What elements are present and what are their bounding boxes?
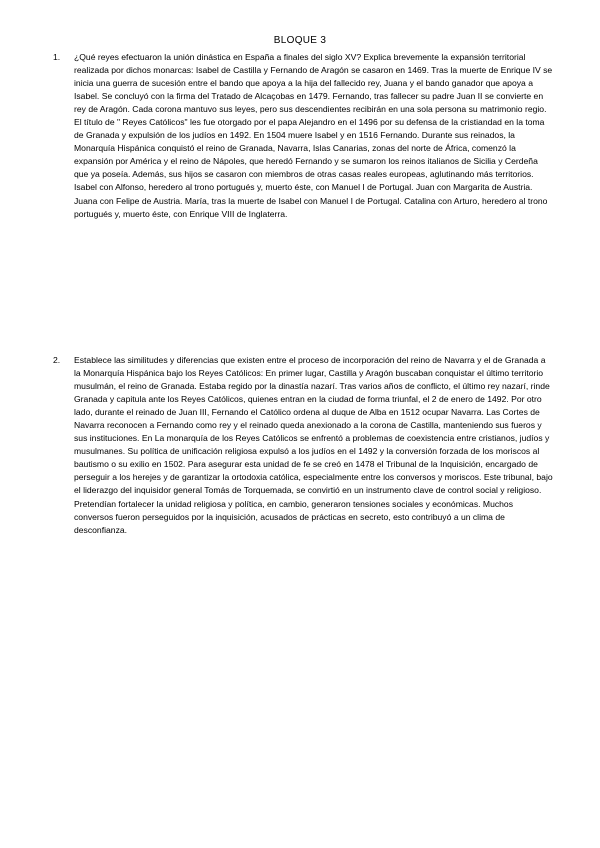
question-body: [74, 51, 553, 221]
question-prompt: Establece las similitudes y diferencias que existen entre el proceso de incorporación del reino de Navarra y el de Granada a la Monarquía Hispánica bajo los Reyes Católicos:: [74, 355, 546, 379]
question-2: [53, 354, 553, 537]
document-title: BLOQUE 3: [273, 35, 327, 46]
question-number: 2.: [53, 355, 61, 365]
question-number: 1.: [53, 52, 61, 62]
question-prompt: ¿Qué reyes efectuaron la unión dinástica en España a finales del siglo XV? Explica brevemente la expansión territorial realizada por dichos monarcas:: [74, 52, 526, 76]
question-answer: Isabel de Castilla y Fernando de Aragón se casaron en 1469. Tras la muerte de Enrique IV se inicia una guerra de sucesión entre el bando que apoya a la hija del fallecido rey, Juana y el bando ganador que apoya a Isabel. Se concluyó con la firma del Tratado de Alcaçobas en 1479. Fernando, tras fallecer su padre Juan II se convierte en rey de Aragón. Cada corona mantuvo sus leyes, pero sus descendientes recibirán en una sola persona su matrimonio regio. El título de " Reyes Católicos" les fue otorgado por el papa Alejandro en el 1496 por su defensa de la cristiandad en la toma de Granada y expulsión de los judíos en 1492. En 1504 muere Isabel y en 1516 Fernando. Durante sus reinados, la Monarquía Hispánica conquistó el reino de Granada, Navarra, Islas Canarias, zonas del norte de África, comenzó la expansión por América y el reino de Nápoles, que heredó Fernando y se sumaron los reinos italianos de Sicilia y Cerdeña que ya poseía. Además, sus hijos se casaron con miembros de otras casas reales europeas, aglutinando más territorios. Isabel con Alfonso, heredero al trono portugués y, muerto éste, con Manuel I de Portugal. Juan con Margarita de Austria. Juana con Felipe de Austria. María, tras la muerte de Isabel con Manuel I de Portugal. Catalina con Arturo, heredero al trono portugués y, muerto éste, con Enrique VIII de Inglaterra.: [74, 65, 553, 219]
question-1: [53, 51, 553, 221]
question-body: [74, 354, 553, 537]
question-answer: En primer lugar, Castilla y Aragón buscaban conquistar el último territorio musulmán, el reino de Granada. Estaba regido por la dinastía nazarí. Tras varios años de conflicto, el último rey nazarí, rinde Granada y capitula ante los Reyes Católicos, quienes entran en la ciudad de forma triunfal, el 2 de enero de 1492. Por otro lado, durante el reinado de Juan III, Fernando el Católico ordena al duque de Alba en 1512 ocupar Navarra. Las Cortes de Navarra reconocen a Fernando como rey y el reinado queda anexionado a la corona de Castilla, manteniendo sus fueros y sus instituciones. En La monarquía de los Reyes Católicos se enfrentó a problemas de coexistencia entre cristianos, judíos y musulmanes. Su política de unificación religiosa expulsó a los judíos en el 1492 y la conversión forzada de los moriscos al bautismo o su exilio en 1502. Para asegurar esta unidad de fe se creó en 1478 el Tribunal de la Inquisición, encargado de perseguir a los herejes y de garantizar la ortodoxia católica, especialmente entre los conversos y moriscos. Este tribunal, bajo el liderazgo del inquisidor general Tomás de Torquemada, se convirtió en un instrumento clave de control social y religioso. Pretendían fortalecer la unidad religiosa y política, en cambio, generaron tensiones sociales y económicas. Muchos conversos fueron perseguidos por la inquisición, acusados de prácticas en secreto, esto contribuyó a un clima de desconfianza.: [74, 368, 553, 535]
